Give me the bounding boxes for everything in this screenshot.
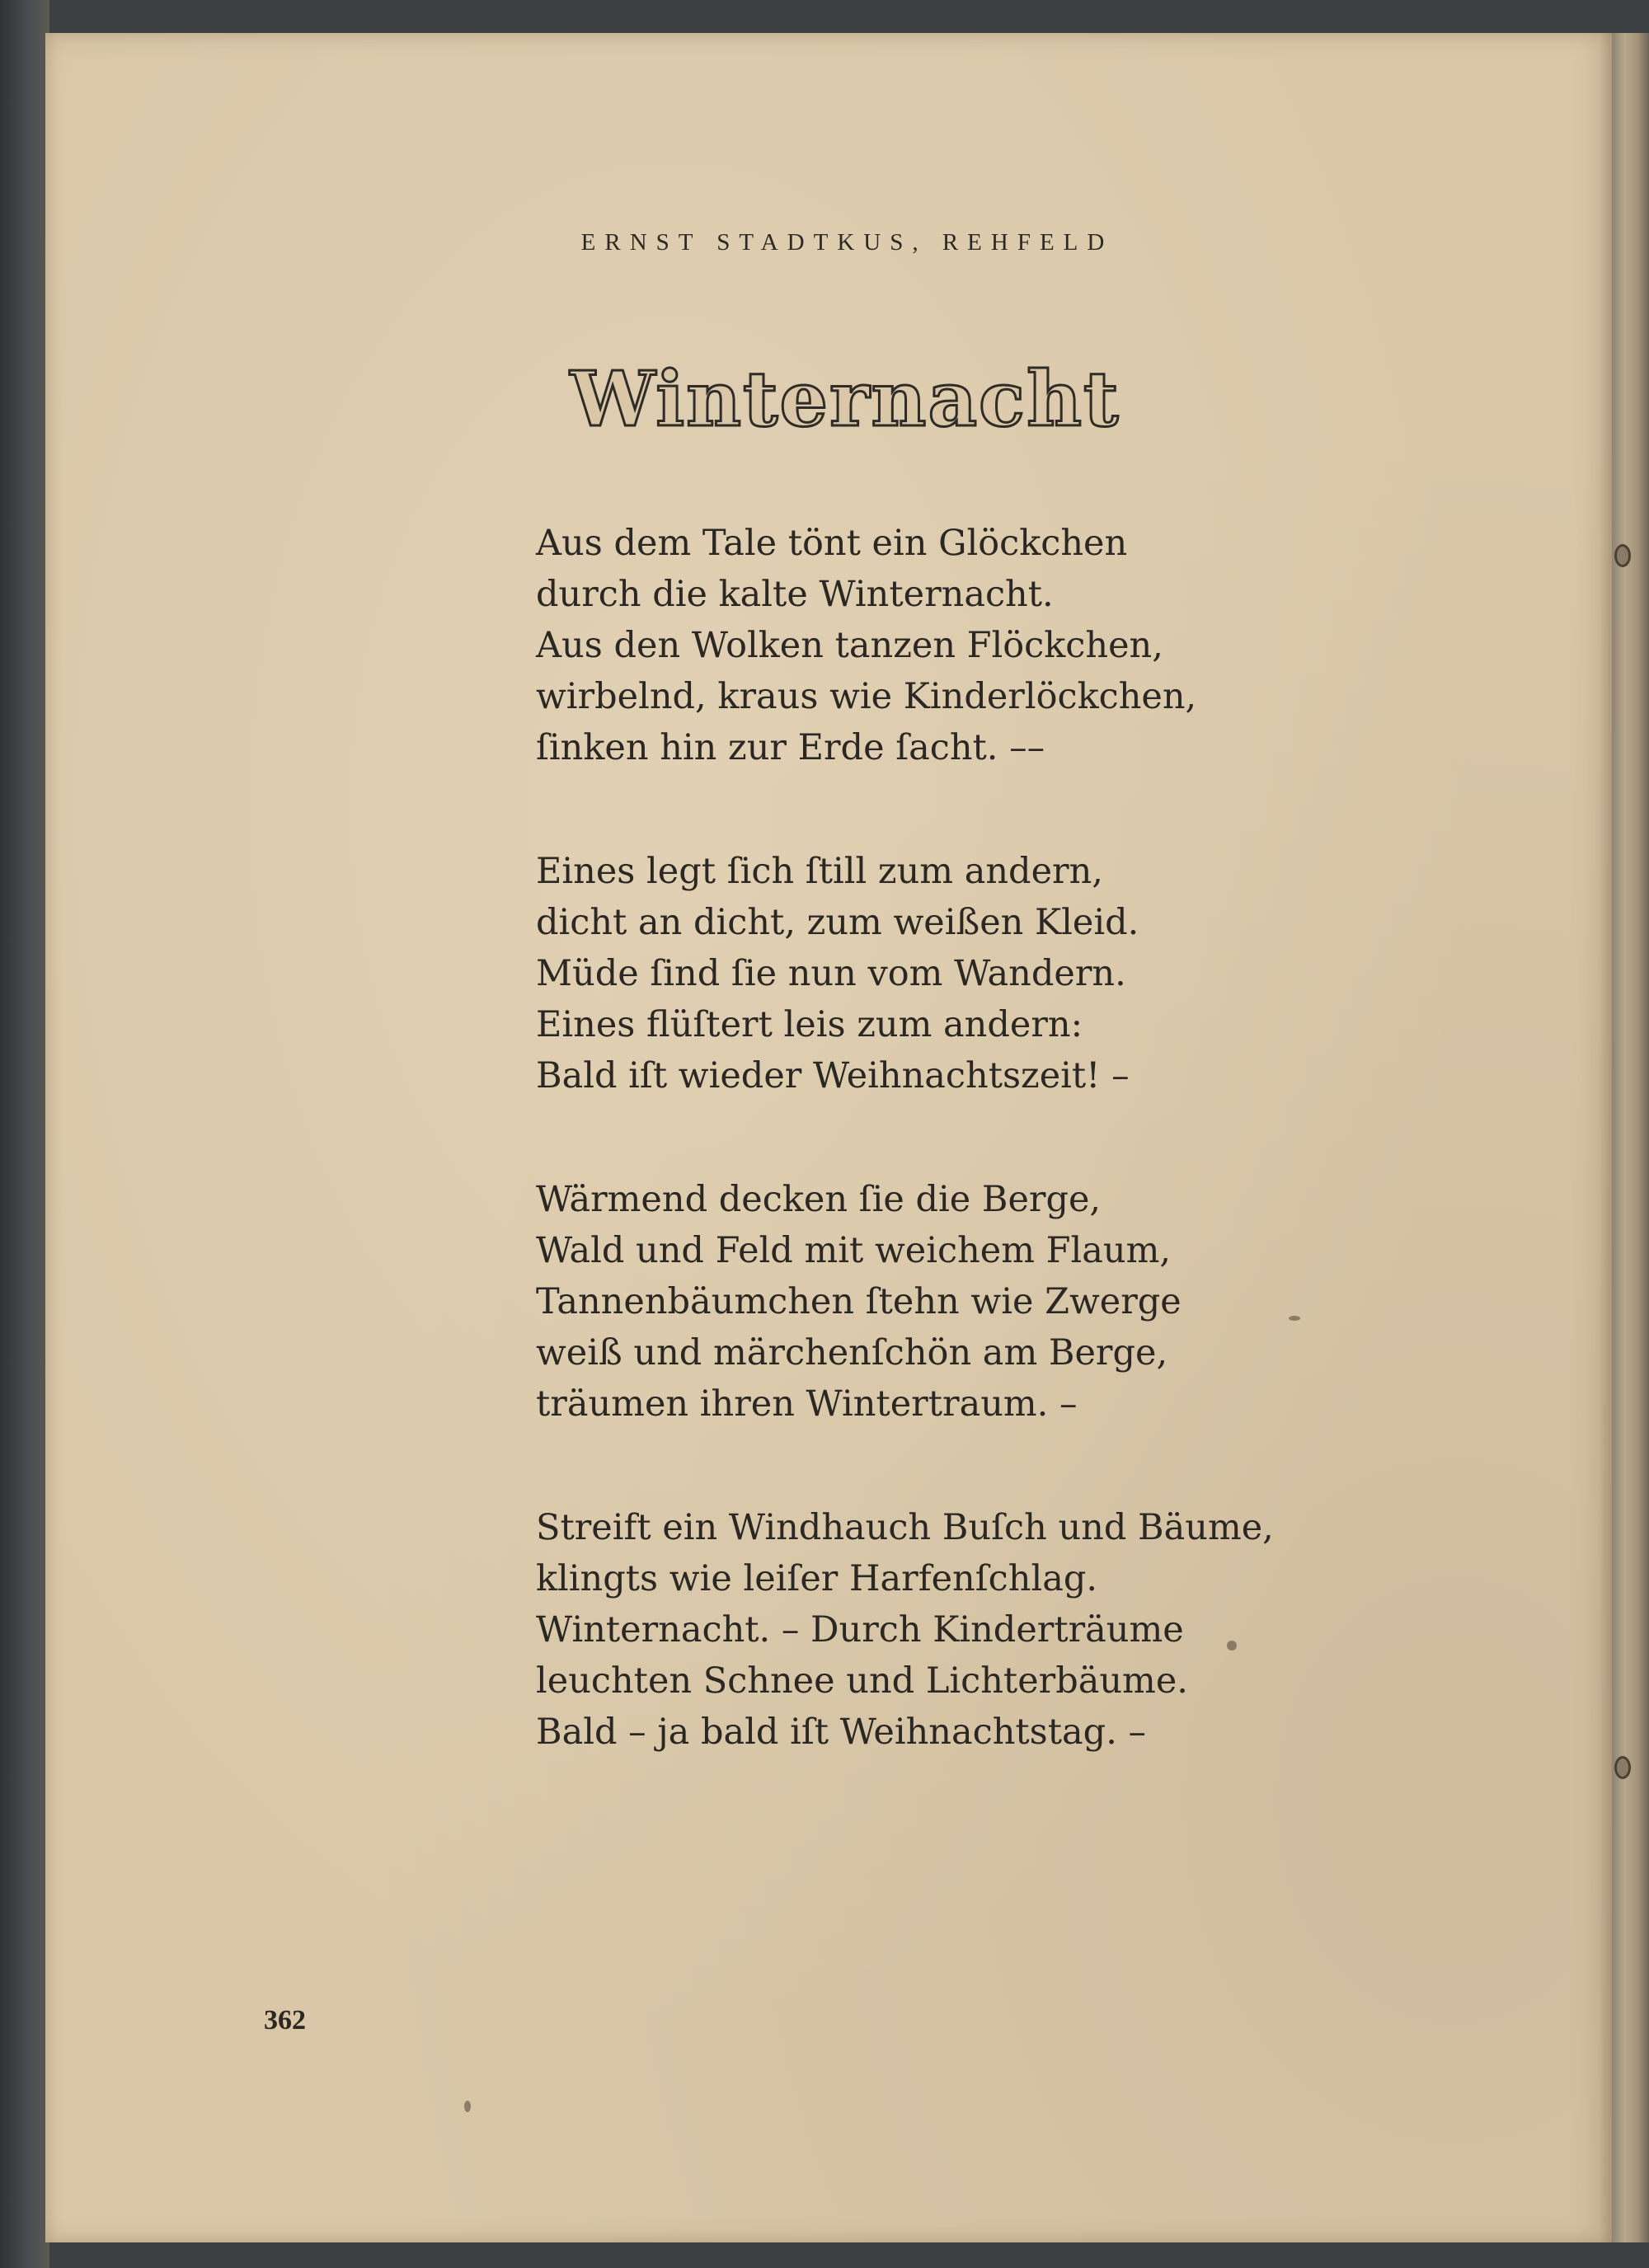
poem-line: leuchten Schnee und Lichterbäume. [536,1660,1188,1702]
stanza-2 [536,846,1525,1101]
poem-line: Streift ein Windhauch Buſch und Bäume, [536,1507,1274,1548]
poem-line: Winternacht. – Durch Kinderträume [536,1609,1184,1651]
poem-line: weiß und märchenſchön am Berge, [536,1332,1168,1373]
binding-stitch [1614,1756,1631,1779]
paper-speck [464,2101,471,2112]
poem-line: klingts wie leiſer Harfenſchlag. [536,1558,1098,1599]
poem-line: Müde ſind ſie nun vom Wandern. [536,953,1126,994]
paper-speck [1289,1316,1300,1321]
poem-line: ſinken hin zur Erde ſacht. –– [536,727,1045,768]
stanza-3 [536,1174,1525,1430]
poem-line: wirbelnd, kraus wie Kinderlöckchen, [536,676,1197,717]
poem-line: Aus dem Tale tönt ein Glöckchen [536,523,1128,564]
page-number: 362 [264,2005,306,2036]
poem-line: Bald iſt wieder Weihnachtszeit! – [536,1055,1130,1096]
poem-line: Eines flüſtert leis zum andern: [536,1004,1083,1045]
binding-stitch [1614,544,1631,567]
poem-line: Eines legt ſich ſtill zum andern, [536,851,1103,892]
poem-line: durch die kalte Winternacht. [536,574,1054,615]
author-header: ERNST STADTKUS, REHFELD [580,229,1114,256]
book-cover-edge [0,0,49,2268]
poem-line: Wald und Feld mit weichem Flaum, [536,1230,1172,1271]
poem-line: dicht an dicht, zum weißen Kleid. [536,902,1139,943]
poem-line: träumen ihren Wintertraum. – [536,1383,1078,1425]
poem-line: Wärmend decken ſie die Berge, [536,1179,1102,1220]
poem-title: Winternacht [570,355,1120,444]
stanza-4 [536,1502,1525,1758]
poem-line: Tannenbäumchen ſtehn wie Zwerge [536,1281,1182,1322]
paper-speck [1227,1641,1237,1651]
poem-line: Bald – ja bald iſt Weihnachtstag. – [536,1712,1147,1753]
poem-body [536,518,1525,1830]
stanza-1 [536,518,1525,773]
poem-line: Aus den Wolken tanzen Flöckchen, [536,625,1163,666]
